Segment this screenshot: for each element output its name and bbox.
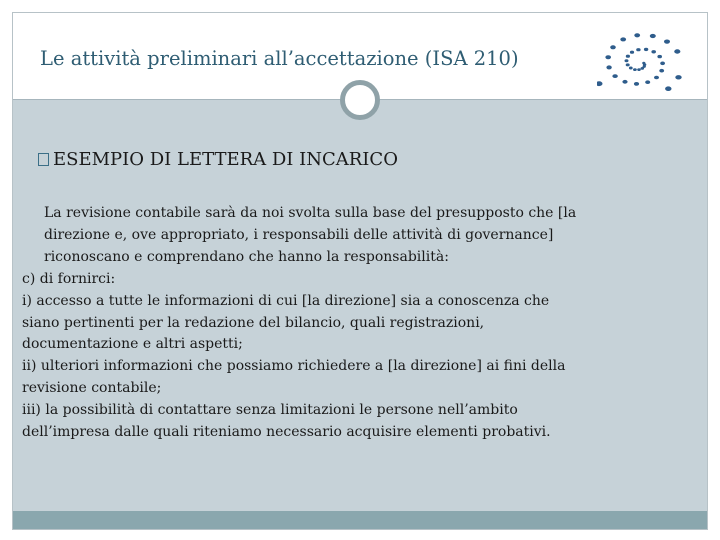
- logo-dot: [605, 55, 611, 59]
- logo-dot: [657, 55, 662, 58]
- letter-line: documentazione e altri aspetti;: [22, 336, 243, 353]
- logo-dot: [641, 67, 645, 70]
- letter-line: c) di fornirci:: [22, 270, 116, 287]
- section-heading-text: ESEMPIO DI LETTERA DI INCARICO: [53, 149, 398, 170]
- slide-title: Le attività preliminari all’accettazione (ISA 210): [40, 47, 519, 70]
- logo-dot: [626, 55, 630, 58]
- logo-dot: [597, 81, 603, 86]
- letter-body: [22, 203, 702, 444]
- letter-paragraph: [22, 269, 702, 291]
- logo-dot: [612, 74, 617, 78]
- logo-dot: [610, 45, 616, 49]
- letter-line: revisione contabile;: [22, 380, 162, 397]
- logo-dot: [645, 80, 650, 84]
- letter-line: siano pertinenti per la redazione del bilancio, quali registrazioni,: [22, 314, 485, 331]
- letter-paragraph: [22, 203, 702, 269]
- logo-dot: [630, 51, 634, 54]
- logo-dot: [629, 67, 633, 70]
- spiral-dots-logo-icon: [597, 31, 683, 95]
- letter-line: dell’impresa dalle quali riteniamo necessario acquisire elementi probativi.: [22, 424, 551, 441]
- logo-dot: [651, 50, 656, 53]
- letter-line: La revisione contabile sarà da noi svolta sulla base del presupposto che [la: [44, 205, 577, 221]
- logo-dot: [633, 68, 637, 71]
- logo-dot: [620, 37, 626, 41]
- letter-line: ii) ulteriori informazioni che possiamo richiedere a [la direzione] ai fini della: [22, 358, 566, 375]
- letter-paragraph: [22, 400, 702, 422]
- logo-dot: [654, 76, 659, 80]
- logo-dot: [636, 48, 640, 51]
- letter-paragraph: [22, 291, 702, 357]
- logo-dot: [650, 34, 656, 38]
- letter-line: direzione e, ove appropriato, i responsabili delle attività di governance]: [44, 226, 554, 243]
- logo-dot: [625, 59, 629, 62]
- logo-dot: [674, 49, 680, 53]
- letter-line: riconoscano e comprendano che hanno la responsabilità:: [44, 248, 449, 265]
- footer-bar: [13, 511, 707, 529]
- letter-line: iii) la possibilità di contattare senza limitazioni le persone nell’ambito: [22, 402, 518, 419]
- logo-dot: [659, 69, 664, 73]
- logo-dot: [675, 75, 681, 79]
- letter-paragraph: [22, 422, 702, 444]
- slide: [12, 12, 708, 530]
- checkbox-bullet-icon: [38, 153, 49, 166]
- logo-dot: [637, 68, 641, 71]
- logo-dot: [664, 40, 670, 44]
- logo-dot: [634, 33, 640, 37]
- ring-ornament-icon: [340, 80, 380, 120]
- logo-dot: [606, 65, 611, 69]
- logo-dot: [665, 86, 671, 91]
- logo-dot: [644, 48, 648, 51]
- logo-dot: [660, 62, 665, 66]
- logo-dot: [626, 63, 630, 66]
- letter-paragraph: [22, 356, 702, 400]
- section-heading: [38, 149, 398, 170]
- logo-dot: [622, 80, 627, 84]
- logo-dot: [634, 82, 639, 86]
- letter-line: i) accesso a tutte le informazioni di cui [la direzione] sia a conoscenza che: [22, 292, 550, 309]
